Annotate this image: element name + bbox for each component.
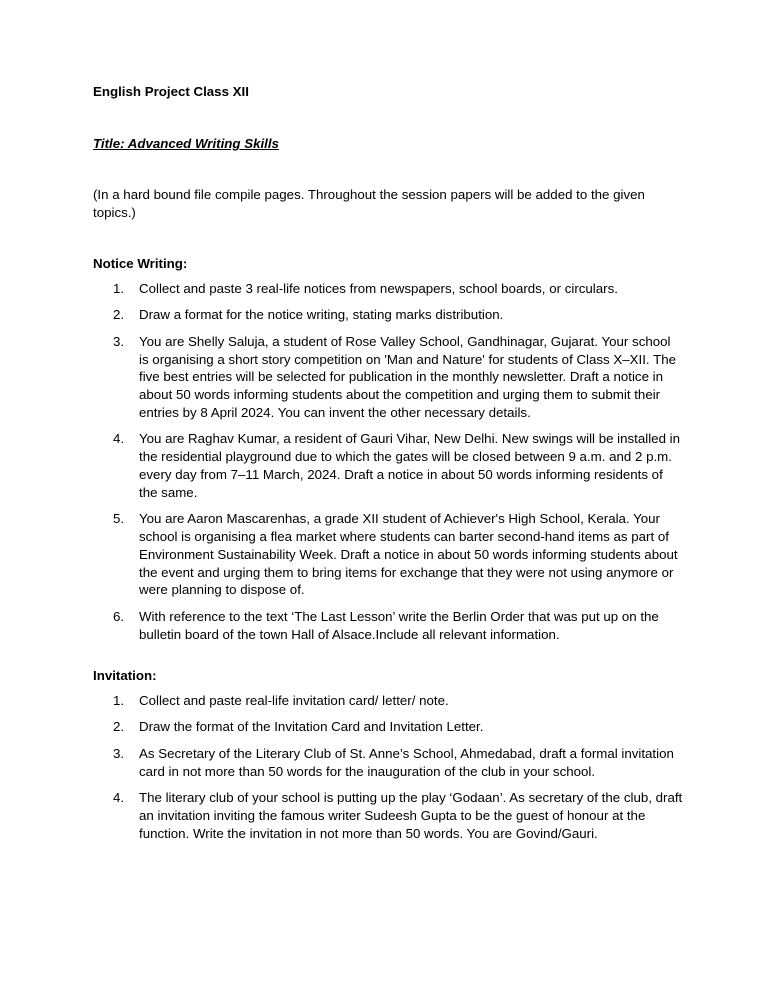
notice-task-list — [93, 280, 683, 652]
list-item — [93, 510, 683, 599]
list-item-text: As Secretary of the Literary Club of St. Anne’s School, Ahmedabad, draft a formal invitation card in not more than 50 words for the inauguration of the club in your school. — [139, 745, 674, 779]
list-item-text: You are Aaron Mascarenhas, a grade XII student of Achiever's High School, Kerala. Your school is organising a flea market where students can barter second-hand items as part of Environment Sustainability Week. Draft a notice in about 50 words informing students about the event and urging them to bring items for exchange that they were not using anymore or were planning to dispose of. — [139, 511, 678, 598]
list-item — [93, 745, 683, 781]
list-item — [93, 789, 683, 842]
list-item-text: The literary club of your school is putting up the play ‘Godaan’. As secretary of the club, draft an invitation inviting the famous writer Sudeesh Gupta to be the guest of honour at the function. Write the invitation in not more than 50 words. You are Govind/Gauri. — [139, 789, 683, 841]
list-item-number: 1. — [113, 693, 125, 708]
list-item — [93, 692, 683, 710]
list-item-text: You are Shelly Saluja, a student of Rose Valley School, Gandhinagar, Gujarat. Your school is organising a short story competition on 'Man and Nature' for students of Class X–XII. The five best entries will be selected for publication in the monthly newsletter. Draft a notice in about 50 words informing students about the competition and urging them to submit their entries by 8 April 2024. You can invent the other necessary details. — [139, 333, 676, 420]
list-item-number: 3. — [113, 333, 125, 349]
list-item-number: 6. — [113, 608, 125, 624]
invitation-task-list — [93, 692, 683, 851]
list-item — [93, 306, 683, 324]
list-item-number: 2. — [113, 719, 125, 735]
list-item-number: 2. — [113, 307, 125, 323]
list-item-text: Collect and paste real-life invitation card/ letter/ note. — [139, 693, 449, 708]
list-item — [93, 430, 683, 501]
document-intro: (In a hard bound file compile pages. Throughout the session papers will be added to the given topics.) — [93, 187, 645, 220]
list-item — [93, 333, 683, 422]
document-title: Title: Advanced Writing Skills — [93, 136, 279, 151]
list-item — [93, 718, 683, 736]
list-item — [93, 280, 683, 298]
list-item-text: With reference to the text ‘The Last Lesson’ write the Berlin Order that was put up on the bulletin board of the town Hall of Alsace.Include all relevant information. — [139, 608, 659, 642]
list-item-number: 1. — [113, 281, 125, 296]
list-item-text: Draw a format for the notice writing, stating marks distribution. — [139, 307, 504, 323]
notice-section-heading: Notice Writing: — [93, 256, 188, 271]
list-item-number: 4. — [113, 789, 125, 805]
list-item-text: You are Raghav Kumar, a resident of Gauri Vihar, New Delhi. New swings will be installed in the residential playground due to which the gates will be closed between 9 a.m. and 2 p.m. every day from 7–11 March, 2024. Draft a notice in about 50 words informing residents of the same. — [139, 431, 681, 500]
list-item-number: 4. — [113, 431, 125, 447]
list-item-text: Collect and paste 3 real-life notices from newspapers, school boards, or circulars. — [139, 281, 618, 296]
invitation-section-heading: Invitation: — [93, 668, 157, 683]
list-item-text: Draw the format of the Invitation Card and Invitation Letter. — [139, 719, 484, 735]
document-heading: English Project Class XII — [93, 84, 249, 99]
list-item-number: 5. — [113, 511, 125, 527]
list-item — [93, 608, 683, 644]
list-item-number: 3. — [113, 745, 125, 761]
